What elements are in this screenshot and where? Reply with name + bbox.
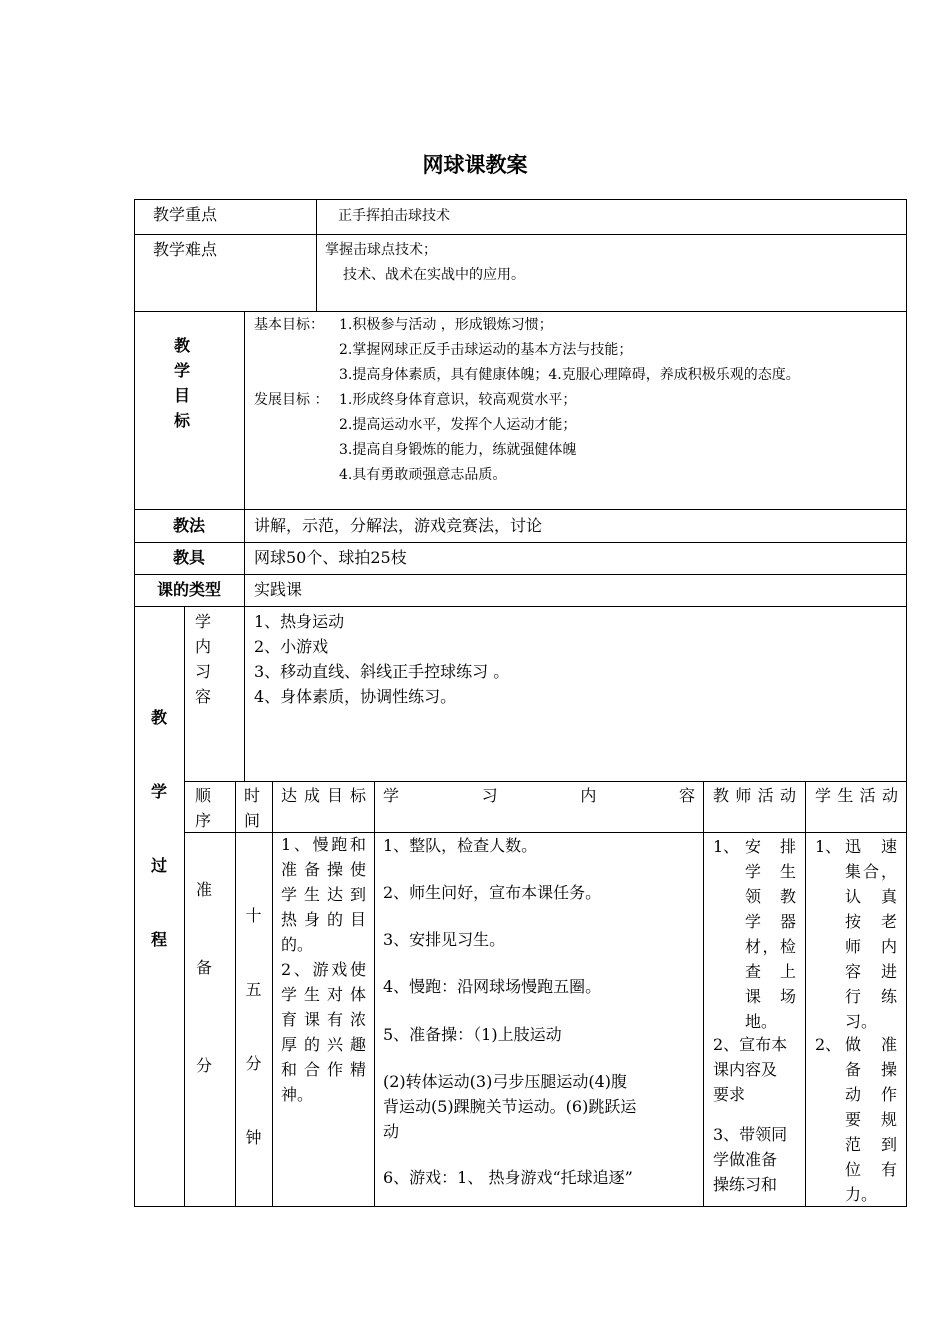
step-item: 1、整队，检查人数。 xyxy=(383,836,538,855)
teacher-activity-1: 安 排 学 生 领 教 学 器 材，检 查 上 课 场 地。 xyxy=(745,837,796,1031)
content-item: 1、热身运动 xyxy=(254,612,345,631)
phase-label: 准 备 分 xyxy=(195,880,212,1075)
header-student: 学生活动 xyxy=(815,786,898,805)
content-item: 4、身体素质，协调性练习。 xyxy=(254,687,457,706)
header-teacher: 教师活动 xyxy=(713,786,796,805)
step-item: 动 xyxy=(383,1122,400,1141)
step-item: 背运动(5)踝腕关节运动。(6)跳跃运 xyxy=(383,1097,637,1116)
header-time: 时间 xyxy=(244,786,261,830)
goals-text: 1、慢跑和 准备操使 学生达到 热身的目 的。 2、游戏使 学生对体 育课有浓 厚的兴趣 和合作精 神。 xyxy=(281,835,366,1104)
dev-objective: 2.提高运动水平，发挥个人运动才能； xyxy=(339,417,577,433)
method-value: 讲解，示范，分解法，游戏竞赛法，讨论 xyxy=(254,516,543,535)
student-activity-2: 做 准 备 操 动 作 要 规 范 到 位 有 力。 xyxy=(845,1035,897,1204)
dev-objective: 4.具有勇敢顽强意志品质。 xyxy=(339,467,507,483)
basic-objective: 3.提高身体素质，具有健康体魄；4.克服心理障碍，养成积极乐观的态度。 xyxy=(339,367,800,383)
dev-objective: 3.提高自身锻炼的能力，练就强健体魄 xyxy=(339,442,577,458)
difficulty-label: 教学难点 xyxy=(153,240,218,259)
step-item: (2)转体运动(3)弓步压腿运动(4)腹 xyxy=(383,1072,627,1091)
basic-objectives-label: 基本目标： xyxy=(254,317,324,333)
content-item: 3、移动直线、斜线正手控球练习 。 xyxy=(254,662,510,681)
lesson-type-label: 课的类型 xyxy=(156,580,221,599)
key-point-label: 教学重点 xyxy=(153,205,218,224)
teacher-activity-rest: 2、宣布本 课内容及 要求 3、带领同 学做准备 操练习和 xyxy=(713,1035,788,1194)
dev-objectives-label: 发展目标 ： xyxy=(254,392,329,408)
dev-objective: 1.形成终身体育意识，较高观赏水平； xyxy=(339,392,577,408)
tools-label: 教具 xyxy=(172,548,205,567)
student-activity-marker: 2、 xyxy=(815,1035,842,1054)
duration-label: 十 五 分 钟 xyxy=(245,906,262,1147)
method-label: 教法 xyxy=(172,516,205,535)
step-item: 3、安排见习生。 xyxy=(383,930,506,949)
step-item: 2、师生问好，宣布本课任务。 xyxy=(383,883,602,902)
key-point-value: 正手挥拍击球技术 xyxy=(338,208,450,224)
header-content: 学 习 内 容 xyxy=(383,786,695,805)
basic-objective: 2.掌握网球正反手击球运动的基本方法与技能； xyxy=(339,342,633,358)
step-item: 4、慢跑：沿网球场慢跑五圈。 xyxy=(383,977,602,996)
step-item: 5、准备操：（1)上肢运动 xyxy=(383,1025,562,1044)
content-label: 学 内 习 容 xyxy=(195,612,212,706)
lesson-type-value: 实践课 xyxy=(254,580,303,599)
header-goal: 达成目标 xyxy=(281,786,366,805)
step-item: 6、游戏：1、 热身游戏“托球追逐” xyxy=(383,1168,633,1187)
objectives-label: 教 学 目 标 xyxy=(173,336,190,430)
content-list xyxy=(254,609,509,709)
process-label: 教 学 过 程 xyxy=(150,708,167,949)
page-title: 网球课教案 xyxy=(422,152,528,177)
difficulty-line: 技术、战术在实战中的应用。 xyxy=(343,267,525,283)
tools-value: 网球50个、球拍25枝 xyxy=(254,548,407,567)
student-activity-marker: 1、 xyxy=(815,837,842,856)
header-order: 顺序 xyxy=(195,786,212,830)
student-activity-1: 迅 速 集合， 认 真 按 老 师 内 容 进 行 练 习。 xyxy=(845,837,897,1031)
difficulty-line: 掌握击球点技术； xyxy=(325,242,437,258)
teacher-activity-marker: 1、 xyxy=(713,837,740,856)
content-item: 2、小游戏 xyxy=(254,637,329,656)
basic-objective: 1.积极参与活动 ，形成锻炼习惯； xyxy=(339,317,553,333)
